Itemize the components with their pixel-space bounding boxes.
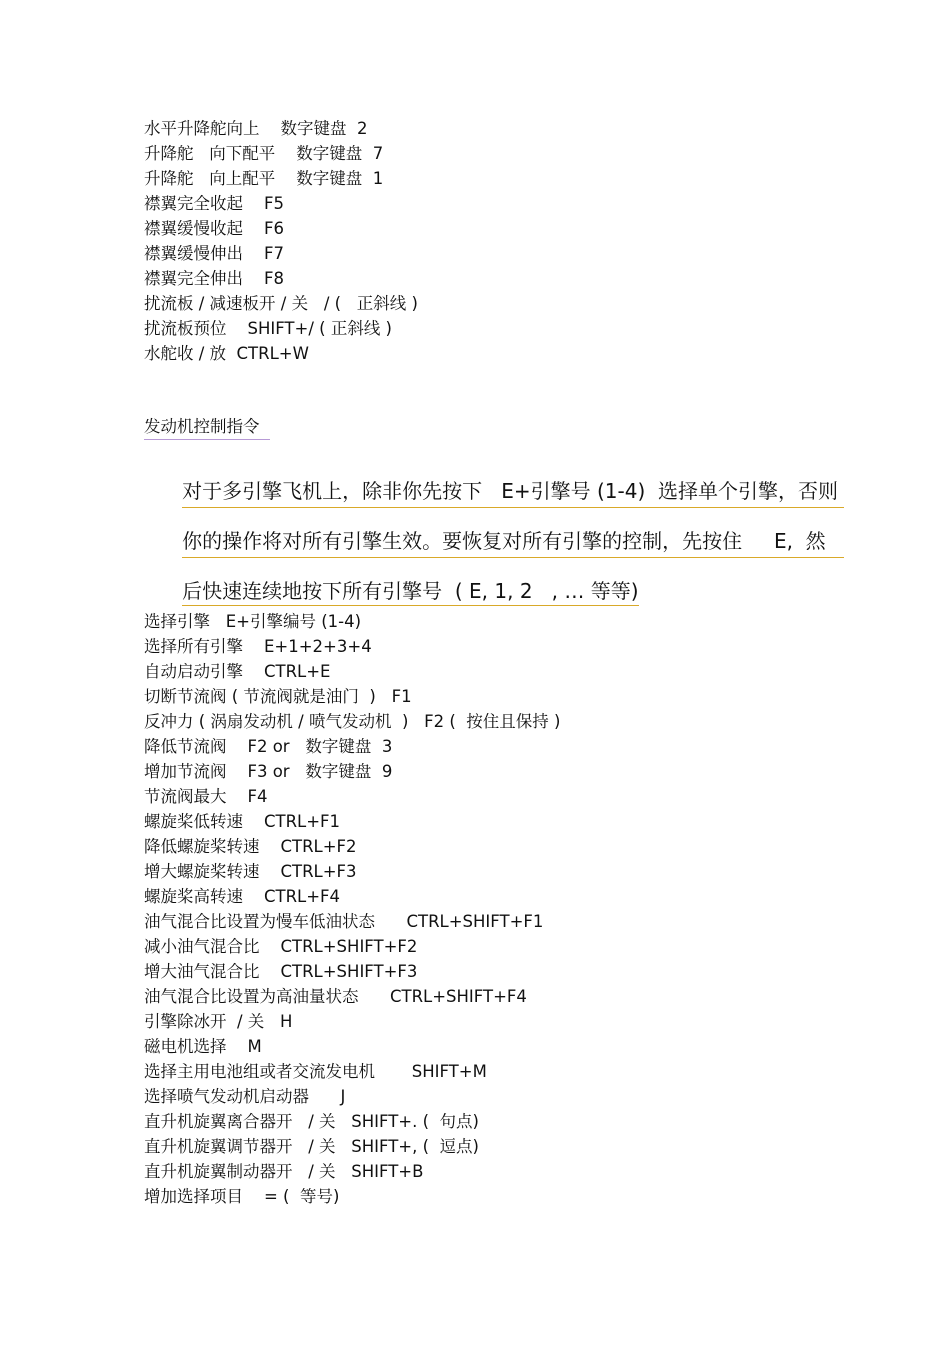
- shortcut-line: 增加节流阀 F3 or 数字键盘 9: [144, 762, 393, 781]
- notice-line: [144, 449, 838, 503]
- shortcut-line: 降低螺旋桨转速 CTRL+F2: [144, 837, 357, 856]
- shortcut-line: 切断节流阀 ( 节流阀就是油门 ) F1: [144, 687, 412, 706]
- shortcut-line: 襟翼完全伸出 F8: [144, 269, 284, 288]
- shortcut-line: 水平升降舵向上 数字键盘 2: [144, 119, 368, 138]
- engine-controls-list: [144, 609, 864, 1209]
- shortcut-line: 引擎除冰开 / 关 H: [144, 1012, 293, 1031]
- shortcut-line: 螺旋桨高转速 CTRL+F4: [144, 887, 341, 906]
- flight-controls-list: [144, 116, 864, 366]
- notice-text: 你的操作将对所有引擎生效。要恢复对所有引擎的控制，先按住 E, 然: [182, 527, 844, 558]
- shortcut-line: 降低节流阀 F2 or 数字键盘 3: [144, 737, 393, 756]
- shortcut-line: 升降舵 向上配平 数字键盘 1: [144, 169, 384, 188]
- shortcut-line: 襟翼缓慢收起 F6: [144, 219, 284, 238]
- notice-text: 对于多引擎飞机上，除非你先按下 E+引擎号 (1-4) 选择单个引擎，否则: [182, 477, 844, 508]
- shortcut-line: 襟翼缓慢伸出 F7: [144, 244, 284, 263]
- shortcut-line: 增大油气混合比 CTRL+SHIFT+F3: [144, 962, 418, 981]
- shortcut-line: 襟翼完全收起 F5: [144, 194, 284, 213]
- shortcut-line: 直升机旋翼离合器开 / 关 SHIFT+. ( 句点): [144, 1112, 479, 1131]
- shortcut-line: 选择主用电池组或者交流发电机 SHIFT+M: [144, 1062, 487, 1081]
- shortcut-line: 选择所有引擎 E+1+2+3+4: [144, 637, 372, 656]
- shortcut-line: 扰流板 / 减速板开 / 关 / ( 正斜线 ): [144, 294, 418, 313]
- section-heading: 发动机控制指令: [144, 414, 270, 440]
- shortcut-line: 节流阀最大 F4: [144, 787, 268, 806]
- section-heading-wrap: [144, 414, 270, 440]
- shortcut-line: 直升机旋翼调节器开 / 关 SHIFT+, ( 逗点): [144, 1137, 479, 1156]
- notice-text: 后快速连续地按下所有引擎号 ( E, 1, 2 , … 等等): [182, 579, 638, 606]
- shortcut-line: 减小油气混合比 CTRL+SHIFT+F2: [144, 937, 418, 956]
- shortcut-line: 升降舵 向下配平 数字键盘 7: [144, 144, 384, 163]
- shortcut-line: 选择引擎 E+引擎编号 (1-4): [144, 612, 362, 631]
- engine-notice: [144, 449, 838, 603]
- shortcut-line: 磁电机选择 M: [144, 1037, 262, 1056]
- shortcut-line: 油气混合比设置为高油量状态 CTRL+SHIFT+F4: [144, 987, 527, 1006]
- shortcut-line: 增加选择项目 = ( 等号): [144, 1187, 340, 1206]
- shortcut-line: 油气混合比设置为慢车低油状态 CTRL+SHIFT+F1: [144, 912, 544, 931]
- shortcut-line: 增大螺旋桨转速 CTRL+F3: [144, 862, 357, 881]
- shortcut-line: 选择喷气发动机启动器 J: [144, 1087, 346, 1106]
- shortcut-line: 螺旋桨低转速 CTRL+F1: [144, 812, 341, 831]
- shortcut-line: 扰流板预位 SHIFT+/ ( 正斜线 ): [144, 319, 392, 338]
- shortcut-line: 水舵收 / 放 CTRL+W: [144, 344, 309, 363]
- shortcut-line: 直升机旋翼制动器开 / 关 SHIFT+B: [144, 1162, 424, 1181]
- shortcut-line: 反冲力 ( 涡扇发动机 / 喷气发动机 ) F2 ( 按住且保持 ): [144, 712, 561, 731]
- shortcut-line: 自动启动引擎 CTRL+E: [144, 662, 331, 681]
